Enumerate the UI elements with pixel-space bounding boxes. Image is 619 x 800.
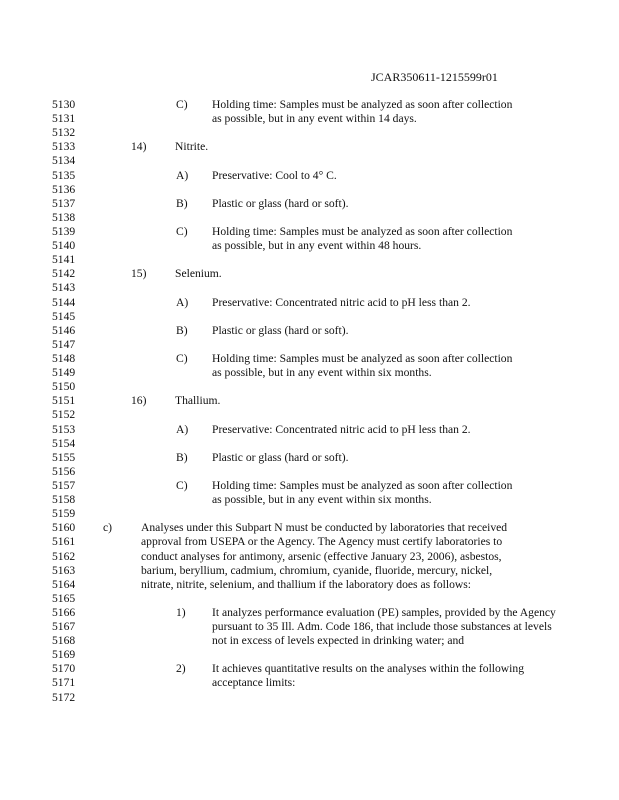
line-text: Thallium. <box>175 394 221 408</box>
document-line <box>0 535 619 549</box>
item-label: B) <box>176 196 188 210</box>
line-text: Analyses under this Subpart N must be conducted by laboratories that received <box>141 521 508 535</box>
line-number: 5130 <box>52 98 76 111</box>
line-number: 5172 <box>52 690 76 704</box>
line-number: 5144 <box>52 295 76 309</box>
line-text: pursuant to 35 Ill. Adm. Code 186, that include those substances at levels <box>212 620 552 634</box>
document-line <box>0 606 619 620</box>
document-line <box>0 380 619 394</box>
item-label: A) <box>176 168 189 182</box>
document-line <box>0 479 619 493</box>
line-text: Preservative: Cool to 4° C. <box>212 168 337 182</box>
document-line <box>0 98 619 112</box>
line-list <box>0 98 619 705</box>
line-number: 5154 <box>52 436 76 450</box>
item-label: B) <box>176 450 188 464</box>
document-line <box>0 676 619 690</box>
document-line <box>0 112 619 126</box>
line-text: Nitrite. <box>175 140 209 154</box>
item-label: 15) <box>131 267 147 281</box>
document-line <box>0 493 619 507</box>
item-label: 2) <box>176 662 186 676</box>
line-number: 5152 <box>52 408 76 422</box>
document-line <box>0 154 619 168</box>
document-line <box>0 648 619 662</box>
item-label: 16) <box>131 394 147 408</box>
line-text: Plastic or glass (hard or soft). <box>212 323 349 337</box>
item-label: A) <box>176 295 189 309</box>
item-label: C) <box>176 224 188 238</box>
line-number: 5165 <box>52 591 76 605</box>
document-line <box>0 281 619 295</box>
line-text: nitrate, nitrite, selenium, and thallium if the laboratory does as follows: <box>141 577 472 591</box>
line-number: 5131 <box>52 112 76 126</box>
document-line <box>0 324 619 338</box>
line-text: as possible, but in any event within 14 days. <box>212 112 417 126</box>
line-text: barium, beryllium, cadmium, chromium, cyanide, fluoride, mercury, nickel, <box>141 563 493 577</box>
line-number: 5136 <box>52 182 76 196</box>
line-number: 5134 <box>52 154 76 168</box>
document-line <box>0 211 619 225</box>
line-number: 5169 <box>52 648 76 662</box>
item-label: C) <box>176 98 188 111</box>
line-text: Holding time: Samples must be analyzed as soon after collection <box>212 98 513 111</box>
document-line <box>0 423 619 437</box>
line-number: 5139 <box>52 224 76 238</box>
line-number: 5135 <box>52 168 76 182</box>
line-number: 5164 <box>52 577 76 591</box>
line-number: 5160 <box>52 521 76 535</box>
line-text: not in excess of levels expected in drinking water; and <box>212 634 465 648</box>
document-line <box>0 437 619 451</box>
document-line <box>0 408 619 422</box>
line-number: 5138 <box>52 210 76 224</box>
line-number: 5151 <box>52 394 76 408</box>
document-line <box>0 578 619 592</box>
document-line <box>0 183 619 197</box>
line-number: 5146 <box>52 323 76 337</box>
line-number: 5166 <box>52 605 76 619</box>
line-text: Selenium. <box>175 267 222 281</box>
document-line <box>0 451 619 465</box>
document-line <box>0 267 619 281</box>
document-line <box>0 197 619 211</box>
line-number: 5155 <box>52 450 76 464</box>
item-label: C) <box>176 351 188 365</box>
item-label: A) <box>176 422 189 436</box>
document-line <box>0 691 619 705</box>
line-text: Preservative: Concentrated nitric acid to pH less than 2. <box>212 295 471 309</box>
document-line <box>0 521 619 535</box>
document-line <box>0 253 619 267</box>
line-text: It achieves quantitative results on the analyses within the following <box>212 662 524 676</box>
line-text: as possible, but in any event within 48 hours. <box>212 239 422 253</box>
line-text: as possible, but in any event within six months. <box>212 493 432 507</box>
line-number: 5157 <box>52 478 76 492</box>
line-number: 5150 <box>52 380 76 394</box>
line-text: Holding time: Samples must be analyzed as soon after collection <box>212 224 513 238</box>
document-line <box>0 366 619 380</box>
item-label: 1) <box>176 605 186 619</box>
document-line <box>0 352 619 366</box>
line-text: It analyzes performance evaluation (PE) samples, provided by the Agency <box>212 605 556 619</box>
line-number: 5161 <box>52 535 76 549</box>
line-number: 5145 <box>52 309 76 323</box>
document-line <box>0 592 619 606</box>
document-line <box>0 225 619 239</box>
line-text: Holding time: Samples must be analyzed as soon after collection <box>212 351 513 365</box>
line-text: Plastic or glass (hard or soft). <box>212 450 349 464</box>
line-number: 5132 <box>52 126 76 140</box>
line-number: 5162 <box>52 549 76 563</box>
item-label: 14) <box>131 140 147 154</box>
document-line <box>0 296 619 310</box>
line-number: 5153 <box>52 422 76 436</box>
line-text: conduct analyses for antimony, arsenic (effective January 23, 2006), asbestos, <box>141 549 502 563</box>
document-line <box>0 338 619 352</box>
line-number: 5141 <box>52 253 76 267</box>
line-text: Plastic or glass (hard or soft). <box>212 196 349 210</box>
line-number: 5159 <box>52 507 76 521</box>
document-line <box>0 310 619 324</box>
line-number: 5167 <box>52 620 76 634</box>
line-number: 5163 <box>52 563 76 577</box>
line-text: approval from USEPA or the Agency. The Agency must certify laboratories to <box>141 535 503 549</box>
line-text: acceptance limits: <box>212 676 296 690</box>
document-line <box>0 239 619 253</box>
line-number: 5168 <box>52 634 76 648</box>
document-line <box>0 169 619 183</box>
line-text: Holding time: Samples must be analyzed as soon after collection <box>212 478 513 492</box>
line-number: 5158 <box>52 493 76 507</box>
line-number: 5147 <box>52 337 76 351</box>
document-line <box>0 140 619 154</box>
line-number: 5142 <box>52 267 76 281</box>
document-line <box>0 634 619 648</box>
line-number: 5140 <box>52 239 76 253</box>
document-line <box>0 662 619 676</box>
line-number: 5133 <box>52 140 76 154</box>
document-line <box>0 126 619 140</box>
line-number: 5137 <box>52 196 76 210</box>
document-line <box>0 564 619 578</box>
line-number: 5143 <box>52 281 76 295</box>
line-number: 5156 <box>52 464 76 478</box>
document-line <box>0 620 619 634</box>
line-number: 5170 <box>52 662 76 676</box>
document-line <box>0 465 619 479</box>
item-label: B) <box>176 323 188 337</box>
line-text: as possible, but in any event within six months. <box>212 366 432 380</box>
document-line <box>0 550 619 564</box>
line-number: 5149 <box>52 366 76 380</box>
line-number: 5171 <box>52 676 76 690</box>
document-id: JCAR350611-1215599r01 <box>371 70 498 84</box>
document-line <box>0 507 619 521</box>
item-label: C) <box>176 478 188 492</box>
line-number: 5148 <box>52 351 76 365</box>
item-label: c) <box>103 521 113 535</box>
document-line <box>0 394 619 408</box>
line-text: Preservative: Concentrated nitric acid to pH less than 2. <box>212 422 471 436</box>
